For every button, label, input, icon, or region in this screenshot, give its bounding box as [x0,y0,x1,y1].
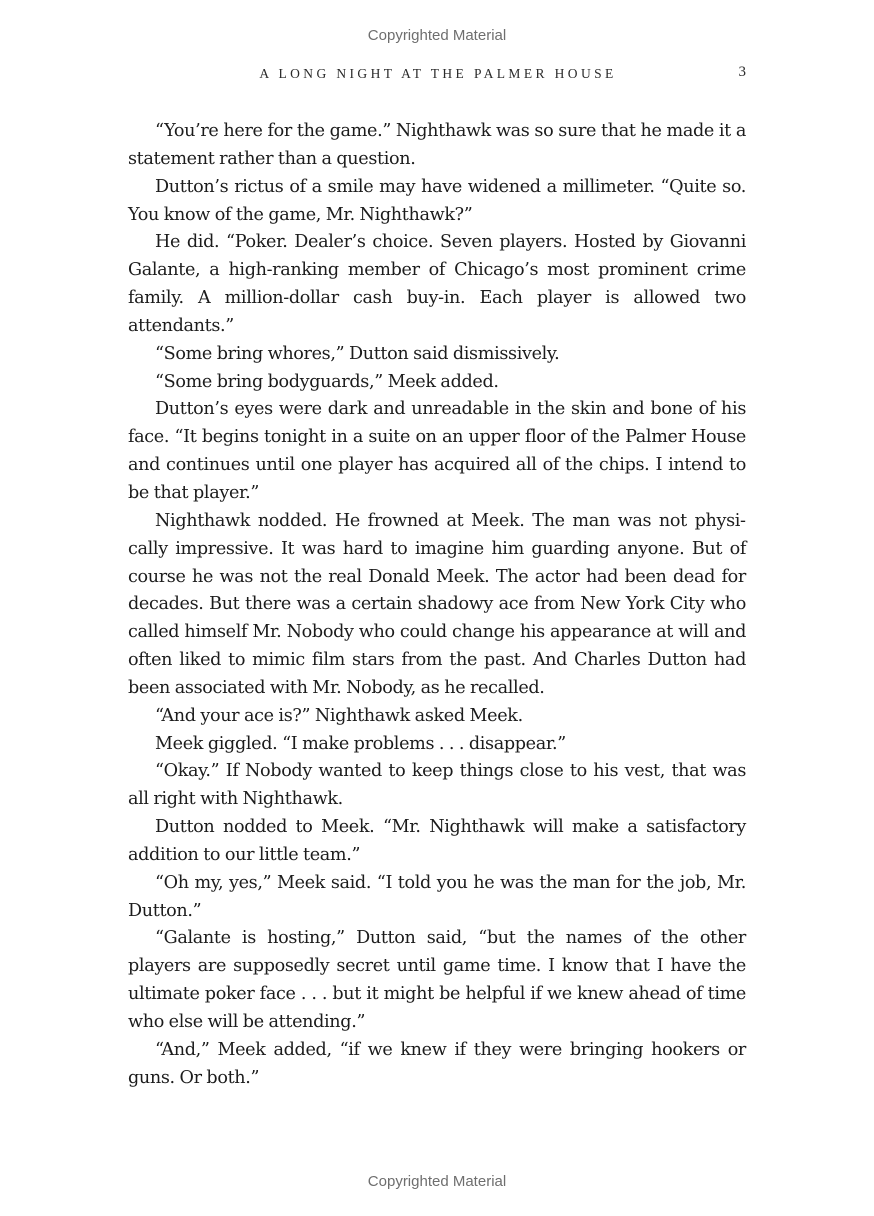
copyright-watermark-bottom: Copyrighted Material [367,1173,507,1190]
paragraph: “And,” Meek added, “if we knew if they were bringing hookers or guns. Or both.” [128,1039,746,1088]
paragraph: “And your ace is?” Nighthawk asked Meek. [155,705,523,726]
paragraph: “Oh my, yes,” Meek said. “I told you he was the man for the job, Mr. Dutton.” [128,872,746,921]
paragraph: Meek giggled. “I make problems . . . disappear.” [155,733,566,754]
paragraph: “Some bring bodyguards,” Meek added. [155,371,499,392]
paragraph: Nighthawk nodded. He frowned at Meek. The man was not physically impressive. It was hard to imagine him guarding anyone. But of course he was not the real Donald Meek. The actor had been dead for decades. But there was a certain shadowy ace from New York City who called himself Mr. Nobody who could change his appearance at will and often liked to mimic film stars from the past. And Charles Dutton had been associated with Mr. Nobody, as he recalled. [128,510,746,698]
running-title: A LONG NIGHT AT THE PALMER HOUSE [259,66,617,81]
copyright-watermark-top: Copyrighted Material [367,27,507,44]
body-text [128,118,746,1093]
paragraph: Dutton’s rictus of a smile may have widened a millimeter. “Quite so. You know of the game, Mr. Nighthawk?” [128,176,746,225]
running-head [0,64,874,86]
paragraph: Dutton’s eyes were dark and unreadable in the skin and bone of his face. “It begins tonight in a suite on an upper floor of the Palmer House and continues until one player has acquired all of the chips. I intend to be that player.” [128,399,746,503]
paragraph: “Okay.” If Nobody wanted to keep things close to his vest, that was all right with Nighthawk. [128,761,746,810]
paragraph: He did. “Poker. Dealer’s choice. Seven players. Hosted by Giovanni Galante, a high-ranking member of Chicago’s most prominent crime family. A million-dollar cash buy-in. Each player is allowed two attendants.” [128,232,746,336]
page-number: 3 [738,64,746,80]
paragraph: “Some bring whores,” Dutton said dismissively. [155,343,560,364]
paragraph: “You’re here for the game.” Nighthawk was so sure that he made it a statement rather than a question. [128,121,746,169]
paragraph: Dutton nodded to Meek. “Mr. Nighthawk will make a satisfactory addition to our little team.” [128,817,746,865]
paragraph: “Galante is hosting,” Dutton said, “but the names of the other players are supposedly secret until game time. I know that I have the ultimate poker face . . . but it might be helpful if we knew ahead of time who else will be attending.” [128,928,746,1032]
